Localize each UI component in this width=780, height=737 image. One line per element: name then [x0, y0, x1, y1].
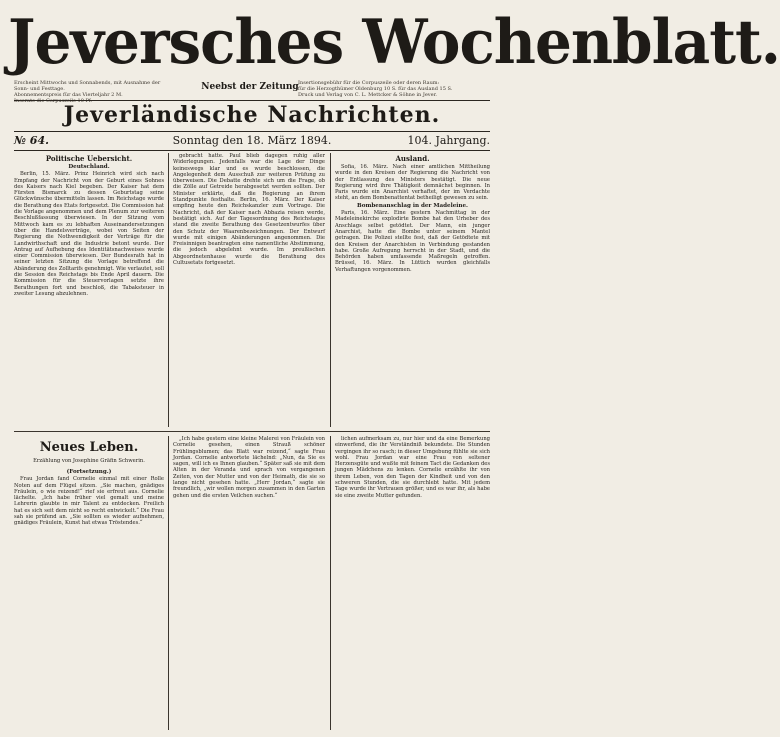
article-text: Paris, 16. März. Eine gestern Nachmittag in der Madeleinekirche explodirte Bombe hat den Urheber des Anschlags selbst getödtet. Der Mann, ein junger Anarchist, hatte die Bombe unter seinem Mantel getragen. Die Polizei stellte fest, daß der Getödtete mit den Kreisen der Anarchisten in Verbindung gestanden habe. Große Aufregung herrscht in der Stadt, und die Behörden haben umfassende Maßregeln getroffen. Brüssel, 16. März. In Lüttich wurden gleichfalls Verhaftungen vorgenommen. [335, 210, 490, 273]
story-text: Frau Jordan fand Cornelie einmal mit einer Rolle Noten auf dem Flügel sitzen. „Sie machen, gnädiges Fräulein, o wie reizend!“ rief sie erfreut aus. Cornelie lächelte. „Ich habe früher viel gemalt und meine Lehrerin glaubte in mir Talent zu entdecken. Freilich hat es sich seit dem nicht so recht entwickelt.“ Die Frau sah sie prüfend an. „Sie sollten es wieder aufnehmen, gnädiges Fräulein, Kunst hat etwas Tröstendes.“ [14, 476, 164, 527]
column-divider [330, 436, 331, 730]
header-rule [14, 150, 490, 151]
column-feuilleton-2 [173, 436, 325, 730]
article-text: Sofia, 16. März. Nach einer amtlichen Mittheilung wurde in den Kreisen der Regierung die Nachricht von der Entlassung des Ministers bestätigt. Die neue Regierung wird ihre Thätigkeit demnächst beginnen. In Paris wurde ein Anarchist verhaftet, der im Verdachte steht, an dem Bombenattentat betheiligt gewesen zu sein. [335, 164, 490, 202]
column-feuilleton-1 [14, 468, 164, 730]
story-text: lichen aufmerksam zu, nur hier und da eine Bemerkung einwerfend, die ihr Verständniß bekundete. Die Stunden vergingen ihr so rasch; in dieser Umgebung fühlte sie sich wohl. Frau Jordan war eine Frau von seltener Herzensgüte und wußte mit feinem Tact die Gedanken des jungen Mädchens zu lenken. Cornelie erzählte ihr von ihrem Leben, von den Tagen der Kindheit und von den schweren Stunden, die sie durchlebt hatte. Mit jedem Tage wurde ihr Vertrauen größer, und es war ihr, als habe sie eine zweite Mutter gefunden. [335, 436, 490, 499]
info-left-line: Erscheint Mittwochs und Sonnabends, mit Ausnahme der Sonn- und Festtage. [14, 80, 161, 92]
info-left-line: Inserate die Corpuszeile 10 Pf. [14, 98, 93, 104]
issue-date: Sonntag den 18. März 1894. [172, 134, 332, 147]
section-heading: Ausland. [395, 154, 430, 163]
feuilleton-note: (Fortsetzung.) [66, 469, 112, 475]
column-divider [168, 436, 169, 730]
info-right-line: Druck und Verlag von C. L. Mettcker & Söhne in Jever. [298, 92, 438, 98]
masthead-title: Jeversches Wochenblatt. [8, 6, 780, 78]
info-right-line: für die Herzogthümer Oldenburg 10 S. für das Ausland 15 S. [298, 86, 453, 92]
header-rule [14, 100, 490, 101]
issue-number: № 64. [14, 134, 49, 147]
feuilleton-author: Erzählung von Josephine Gräfin Schwerin. [33, 458, 145, 464]
volume: 104. Jahrgang. [407, 134, 490, 147]
column-abroad [335, 153, 490, 427]
column-divider [168, 153, 169, 427]
column-feuilleton-3 [335, 436, 490, 730]
tagline: Neebst der Zeitung [201, 82, 299, 92]
column-divider [330, 153, 331, 427]
section-heading: Politische Uebersicht. [45, 154, 133, 163]
story-text: „Ich habe gestern eine kleine Malerei von Fräulein von Cornelie gesehen, einen Strauß schöner Frühlingsblumen; das Blatt war reizend,“ sagte Frau Jordan. Cornelie antwortete lächelnd: „Nun, da Sie es sagen, will ich es Ihnen glauben.“ Später saß sie mit dem Alten in der Veranda und sprach von vergangenen Zeiten, von der Mutter und von der Heimath, die sie so lange nicht gesehen hatte. „Herr Jordan,“ sagte sie freundlich, „wir wollen morgen zusammen in den Garten gehen und die ersten Veilchen suchen.“ [173, 436, 325, 499]
info-right-line: Insertionsgebühr für die Corpuszeile oder deren Raum: [298, 80, 440, 86]
article-text: gebracht hatte. Paul blieb dagegen ruhig aller Widerlegungen. Jedenfalls war die Lage der Dinge keineswegs klar und es wurde beschlossen, die Angelegenheit dem Ausschuß zur weiteren Prüfung zu überweisen. Die Debatte drehte sich um die Frage, ob die Zölle auf Getreide herabgesetzt werden sollten. Der Minister erklärte, daß die Regierung an ihrem Standpunkte festhalte. Berlin, 16. März. Der Kaiser empfing heute den Reichskanzler zum Vortrage. Die Nachricht, daß der Kaiser nach Abbazia reisen werde, bestätigt sich. Auf der Tagesordnung des Reichstages stand die zweite Berathung des Gesetzentwurfes über den Schutz der Waarenbezeichnungen. Der Entwurf wurde mit einigen Abänderungen angenommen. Die Freisinnigen beantragten eine namentliche Abstimmung, die jedoch abgelehnt wurde. Im preußischen Abgeordnetenhause wurde die Berathung des Cultusetats fortgesetzt. [173, 153, 325, 267]
section-subheading: Bombenanschlag in der Madeleine. [356, 202, 468, 209]
header-rule [14, 131, 490, 132]
info-left-line: Abonnementspreis für das Vierteljahr 2 M. [14, 92, 123, 98]
column-politics [14, 153, 164, 427]
section-subheading: Deutschland. [68, 164, 110, 170]
publication-info-right [298, 80, 494, 98]
issue-line [14, 133, 490, 149]
feuilleton-title: Neues Leben. [39, 440, 139, 455]
section-rule [14, 431, 490, 432]
column-middle [173, 153, 325, 427]
subtitle: Jeverländische Nachrichten. [63, 102, 441, 128]
article-text: Berlin, 15. März. Prinz Heinrich wird sich nach Empfang der Nachricht von der Geburt eines Sohnes des Kaisers nach Kiel begeben. Der Kaiser hat dem Fürsten Bismarck zu dessen Geburtstag seine Glückwünsche übermitteln lassen. Im Reichstage wurde die Berathung des Etats fortgesetzt. Die Commission hat die Vorlage angenommen und dem Plenum zur weiteren Beschlußfassung überwiesen. In der Sitzung vom Mittwoch kam es zu lebhaften Auseinandersetzungen über die Handelsverträge, wobei von Seiten der Regierung die Nothwendigkeit der Verträge für die Landwirthschaft und die Industrie betont wurde. Der Antrag auf Aufhebung des Identitätsnachweises wurde einer Commission überwiesen. Der Bundesrath hat in seiner letzten Sitzung die Vorlage betreffend die Abänderung des Zolltarifs genehmigt. Wie verlautet, soll die Session des Reichstags bis Ende April dauern. Die Kommission für die Steuervorlagen setzte ihre Berathungen fort und beschloß, die Tabaksteuer in zweiter Lesung abzulehnen. [14, 171, 164, 297]
